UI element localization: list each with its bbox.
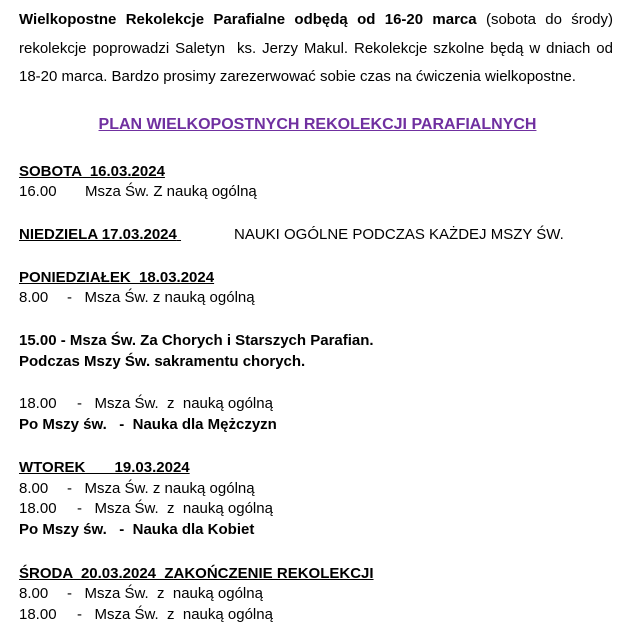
niedziela-row [19,226,187,244]
wt-text-1: - Msza Św. z nauką ogólną [67,480,255,497]
sr-text-2: - Msza Św. z nauką ogólną [77,606,273,623]
sr-time-1: 8.00 [19,585,49,602]
pon-text-1: - Msza Św. z nauką ogólną [67,289,255,306]
day-heading-sobota: SOBOTA 16.03.2024 [19,163,165,180]
day-heading-niedziela: NIEDZIELA 17.03.2024 [19,226,177,243]
pon-time-1: 8.00 [19,289,49,306]
wt-time-2: 18.00 [19,500,57,517]
day-heading-sroda: ŚRODA 20.03.2024 ZAKOŃCZENIE REKOLEKCJI [19,565,374,582]
sroda-row-1 [19,585,263,603]
day-heading-poniedzialek: PONIEDZIAŁEK 18.03.2024 [19,269,215,286]
pon-text-2: - Msza Św. z nauką ogólną [77,395,273,412]
day-heading-wtorek: WTOREK 19.03.2024 [19,459,190,476]
poniedzialek-special-2: Podczas Mszy Św. sakramentu chorych. [19,353,306,370]
sobota-text: Msza Św. Z nauką ogólną [85,183,257,200]
poniedzialek-after: Po Mszy św. - Nauka dla Mężczyzn [19,416,277,433]
pon-time-2: 18.00 [19,395,57,412]
wt-text-2: - Msza Św. z nauką ogólną [77,500,273,517]
wt-time-1: 8.00 [19,480,49,497]
wtorek-after: Po Mszy św. - Nauka dla Kobiet [19,521,255,538]
poniedzialek-row-1 [19,289,255,307]
sobota-row [19,183,257,201]
intro-line-3: 18-20 marca. Bardzo prosimy zarezerwować sobie czas na ćwiczenia wielkopostne. [19,68,576,85]
plan-title: PLAN WIELKOPOSTNYCH REKOLEKCJI PARAFIALNYCH [98,116,537,133]
intro-line-1 [19,11,613,29]
wtorek-row-1 [19,480,255,498]
poniedzialek-row-2 [19,395,273,413]
sobota-time: 16.00 [19,183,57,200]
sroda-row-2 [19,606,273,624]
poniedzialek-special-1: 15.00 - Msza Św. Za Chorych i Starszych Parafian. [19,332,374,349]
intro-bold: Wielkopostne Rekolekcje Parafialne odbędą od 16-20 marca [19,11,477,28]
intro-line-2: rekolekcje poprowadzi Saletyn ks. Jerzy Makul. Rekolekcje szkolne będą w dniach od [19,40,613,57]
intro-line1-rest: (sobota do środy) [476,11,613,28]
sr-time-2: 18.00 [19,606,57,623]
niedziela-gap [177,226,187,244]
sr-text-1: - Msza Św. z nauką ogólną [67,585,263,602]
niedziela-note: NAUKI OGÓLNE PODCZAS KAŻDEJ MSZY ŚW. [234,226,564,243]
wtorek-row-2 [19,500,273,518]
